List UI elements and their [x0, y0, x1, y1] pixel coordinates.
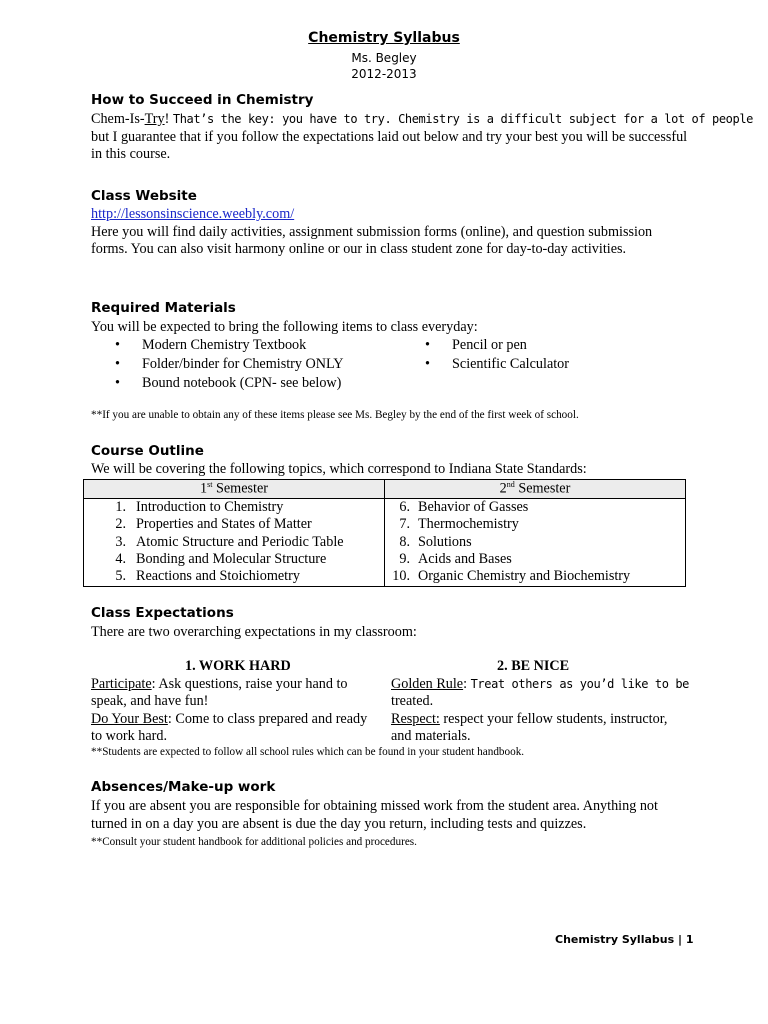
respect-text: Respect: respect your fellow students, instructor, and materials. [391, 710, 668, 745]
table-row [84, 498, 686, 586]
succeed-heading: How to Succeed in Chemistry [91, 92, 314, 108]
semester-2-list [385, 499, 685, 586]
work-hard-title: 1. WORK HARD [185, 658, 291, 674]
succeed-lead-b: ! [164, 111, 173, 127]
bullet-icon: • [425, 356, 430, 372]
outline-intro: We will be covering the following topics, which correspond to Indiana State Standards: [91, 461, 587, 477]
bullet-icon: • [115, 375, 120, 391]
website-link[interactable]: http://lessonsinscience.weebly.com/ [91, 206, 295, 222]
list-item-text: Scientific Calculator [452, 356, 570, 372]
bullet-icon: • [115, 356, 120, 372]
table-header-row [84, 480, 686, 499]
succeed-paragraph [91, 111, 753, 164]
list-item-text: Bound notebook (CPN- see below) [142, 375, 342, 391]
outline-heading: Course Outline [91, 443, 204, 459]
semester-1-list [84, 499, 384, 586]
website-paragraph [91, 206, 691, 259]
do-your-best-text: Do Your Best: Come to class prepared and ready to work hard. [91, 710, 368, 745]
list-item: 9. Acids and Bases [399, 550, 512, 567]
semester-1-header: 1st Semester [84, 480, 385, 499]
bullet-icon: • [425, 337, 430, 353]
succeed-lead-line [91, 111, 753, 129]
materials-heading: Required Materials [91, 300, 236, 316]
list-item: 2. Properties and States of Matter [115, 516, 312, 533]
page-footer: Chemistry Syllabus | 1 [555, 933, 694, 946]
list-item-text: Folder/binder for Chemistry ONLY [142, 356, 344, 372]
list-item: 10. Organic Chemistry and Biochemistry [392, 568, 631, 585]
materials-right-list [425, 336, 675, 376]
website-body: Here you will find daily activities, assignment submission forms (online), and question submission forms. You can also visit harmony online or our in class student zone for day-to-day activities. [91, 223, 653, 258]
website-heading: Class Website [91, 188, 197, 204]
list-item-text: Modern Chemistry Textbook [142, 337, 307, 353]
list-item: 1. Introduction to Chemistry [115, 498, 284, 515]
succeed-body: but I guarantee that if you follow the expectations laid out below and try your best you will be successful in this course. [91, 128, 688, 163]
golden-rule-tail: treated. [391, 693, 434, 710]
teacher-name: Ms. Begley [351, 51, 417, 65]
succeed-lead-try: Try [144, 111, 165, 127]
bullet-icon: • [115, 337, 120, 353]
semester-1-topics [84, 498, 385, 586]
absences-note: **Consult your student handbook for additional policies and procedures. [91, 836, 417, 848]
golden-rule-text: Golden Rule: Treat others as you’d like to be [391, 676, 689, 692]
participate-text: Participate: Ask questions, raise your hand to speak, and have fun! [91, 676, 348, 710]
list-item: 4. Bonding and Molecular Structure [115, 550, 327, 567]
be-nice-column [391, 676, 691, 746]
be-nice-title: 2. BE NICE [497, 658, 570, 674]
page-title: Chemistry Syllabus [308, 30, 460, 46]
semester-2-topics [385, 498, 686, 586]
absences-heading: Absences/Make-up work [91, 779, 276, 795]
materials-note: **If you are unable to obtain any of these items please see Ms. Begley by the end of the first week of school. [91, 409, 579, 421]
course-outline-table [83, 479, 686, 587]
succeed-lead-casual: That’s the key: you have to try. Chemistry is a difficult subject for a lot of people [172, 112, 753, 126]
expectations-heading: Class Expectations [91, 605, 234, 621]
absences-body: If you are absent you are responsible for obtaining missed work from the student area. Anything not turned in on a day you are absent is due the day you return, including tests and quizzes. [91, 798, 658, 832]
succeed-lead-a: Chem-Is- [91, 111, 145, 127]
expectations-note: **Students are expected to follow all school rules which can be found in your student handbook. [91, 746, 525, 758]
list-item: 5. Reactions and Stoichiometry [115, 568, 300, 585]
list-item: 3. Atomic Structure and Periodic Table [115, 533, 344, 550]
list-item: 7. Thermochemistry [399, 516, 519, 533]
school-year: 2012-2013 [351, 67, 417, 81]
list-item: 8. Solutions [399, 533, 472, 550]
expectations-intro: There are two overarching expectations in my classroom: [91, 624, 417, 640]
list-item: 6. Behavior of Gasses [399, 498, 529, 515]
semester-2-header: 2nd Semester [385, 480, 686, 499]
materials-left-list [115, 336, 415, 396]
list-item-text: Pencil or pen [452, 337, 527, 353]
materials-intro: You will be expected to bring the following items to class everyday: [91, 319, 478, 335]
work-hard-column [91, 676, 381, 746]
